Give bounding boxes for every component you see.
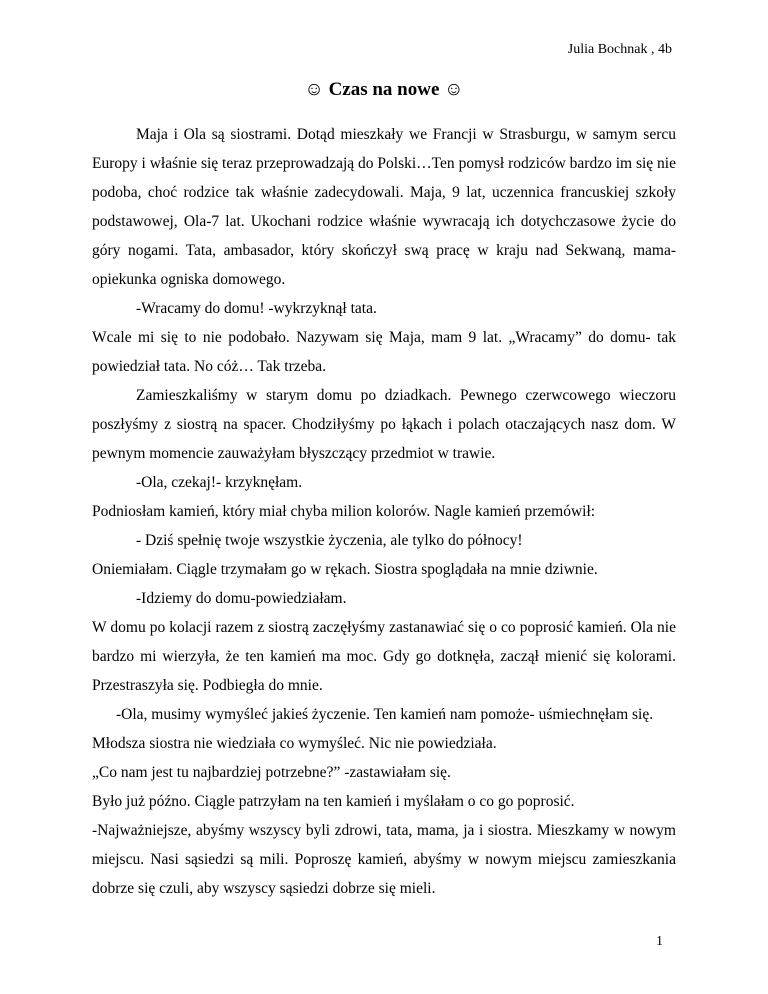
paragraph-14: Było już późno. Ciągle patrzyłam na ten kamień i myślałam o co go poprosić.: [92, 793, 575, 810]
document-title: ☺ Czas na nowe ☺: [304, 79, 464, 100]
paragraph-3: Wcale mi się to nie podobało. Nazywam się Maja, mam 9 lat. „Wracamy” do domu- tak powiedział tata. No cóż… Tak trzeba.: [92, 329, 676, 375]
page-number: 1: [656, 934, 663, 949]
paragraph-7: - Dziś spełnię twoje wszystkie życzenia, ale tylko do północy!: [136, 532, 523, 549]
paragraph-10: W domu po kolacji razem z siostrą zaczęłyśmy zastanawiać się o co poprosić kamień. Ola nie bardzo mi wierzyła, że ten kamień ma moc. Gdy go dotknęła, zaczął mienić się kolorami. Przestraszyła się. Podbiegła do mnie.: [92, 619, 676, 694]
paragraph-1: Maja i Ola są siostrami. Dotąd mieszkały we Francji w Strasburgu, w samym sercu Europy i właśnie się teraz przeprowadzają do Polski…Ten pomysł rodziców bardzo im się nie podoba, choć rodzice tak właśnie zadecydowali. Maja, 9 lat, uczennica francuskiej szkoły podstawowej, Ola-7 lat. Ukochani rodzice właśnie wywracają ich dotychczasowe życie do góry nogami. Tata, ambasador, który skończył swą pracę w kraju nad Sekwaną, mama-opiekunka ogniska domowego.: [92, 126, 676, 288]
paragraph-5: -Ola, czekaj!- krzyknęłam.: [136, 474, 303, 491]
author-header: Julia Bochnak , 4b: [567, 42, 672, 57]
paragraph-4: Zamieszkaliśmy w starym domu po dziadkach. Pewnego czerwcowego wieczoru poszłyśmy z siostrą na spacer. Chodziłyśmy po łąkach i polach otaczających nasz dom. W pewnym momencie zauważyłam błyszczący przedmiot w trawie.: [92, 387, 676, 462]
paragraph-15: -Najważniejsze, abyśmy wszyscy byli zdrowi, tata, mama, ja i siostra. Mieszkamy w nowym miejscu. Nasi sąsiedzi są mili. Poproszę kamień, abyśmy w nowym miejscu zamieszkania dobrze się czuli, aby wszyscy sąsiedzi dobrze się mieli.: [92, 822, 676, 897]
paragraph-12: Młodsza siostra nie wiedziała co wymyśleć. Nic nie powiedziała.: [92, 735, 497, 752]
paragraph-2: -Wracamy do domu! -wykrzyknął tata.: [136, 300, 377, 317]
paragraph-6: Podniosłam kamień, który miał chyba milion kolorów. Nagle kamień przemówił:: [92, 503, 596, 520]
story-body: [92, 120, 676, 903]
paragraph-8: Oniemiałam. Ciągle trzymałam go w rękach. Siostra spoglądała na mnie dziwnie.: [92, 561, 598, 578]
paragraph-9: -Idziemy do domu-powiedziałam.: [136, 590, 347, 607]
paragraph-13: „Co nam jest tu najbardziej potrzebne?” -zastawiałam się.: [92, 764, 451, 781]
paragraph-11: -Ola, musimy wymyśleć jakieś życzenie. Ten kamień nam pomoże- uśmiechnęłam się.: [116, 706, 654, 723]
